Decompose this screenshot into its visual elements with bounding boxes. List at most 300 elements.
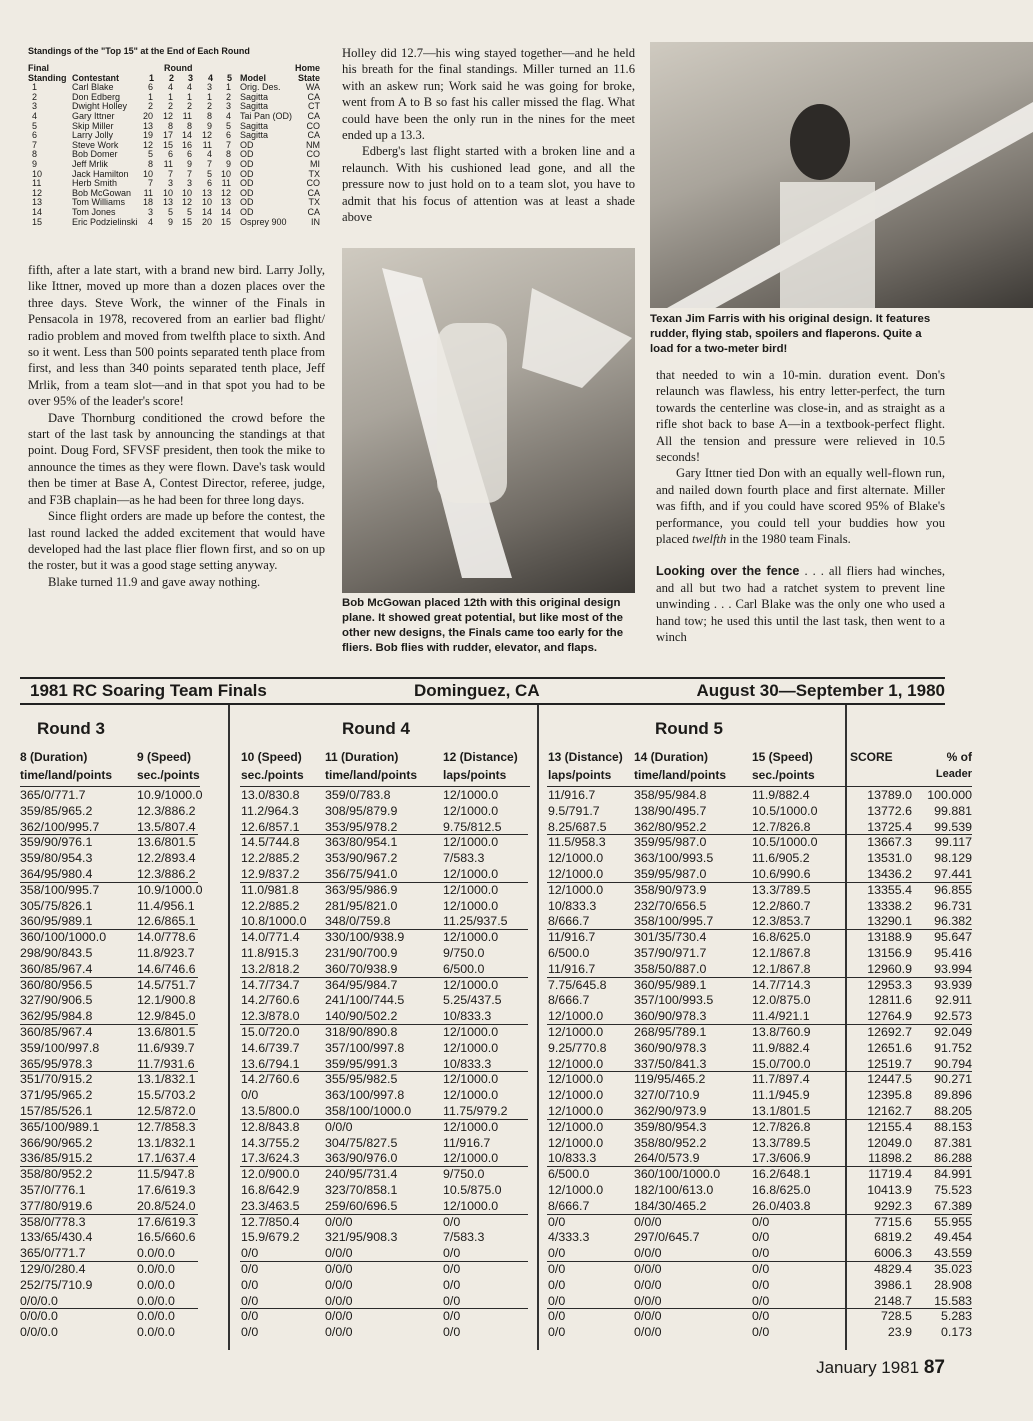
round13-distance: 0/0 <box>548 1309 566 1324</box>
round14-duration: 359/95/987.0 <box>634 867 707 881</box>
final-standing: 14 <box>32 206 43 217</box>
round13-distance: 12/1000.0 <box>548 1119 604 1134</box>
round10-speed: 13.5/800.0 <box>241 1104 300 1118</box>
percent-of-leader: 49.454 <box>934 1230 972 1245</box>
score: 12651.6 <box>867 1040 912 1055</box>
model: Sagitta <box>240 120 269 131</box>
group-divider <box>240 786 530 787</box>
round-4: 14 <box>201 206 212 217</box>
standings-table <box>28 64 320 227</box>
round13-distance: 8/666.7 <box>548 1198 590 1213</box>
contestant-name: Don Edberg <box>72 91 121 102</box>
article-column-left <box>28 262 325 590</box>
round15-speed: 13.8/760.9 <box>752 1025 811 1039</box>
text: Gary Ittner tied Don with an equally well-flown run, and nailed down fourth place and first alternate. Miller was fifth, and if you could have scored 95% of Blake's performance, you could tell your buddies how you placed <box>656 466 945 547</box>
home-state: CA <box>307 130 320 141</box>
round12-distance: 12/1000.0 <box>443 882 499 897</box>
round12-distance: 9.75/812.5 <box>443 819 502 834</box>
round-4: 4 <box>206 149 212 160</box>
round-1: 6 <box>147 82 153 93</box>
round-2: 13 <box>162 197 173 208</box>
article-column-middle <box>342 45 635 225</box>
home-state: NM <box>306 139 320 150</box>
round13-distance: 0/0 <box>548 1293 566 1308</box>
page-footer <box>816 1357 945 1379</box>
round11-duration: 321/95/908.3 <box>325 1230 398 1245</box>
round15-speed: 12.0/875.0 <box>752 993 811 1008</box>
round13-distance: 9.25/770.8 <box>548 1040 607 1055</box>
round13-distance: 10/833.3 <box>548 898 597 913</box>
divider <box>20 703 945 705</box>
round-3-heading: Round 3 <box>37 719 105 738</box>
round9-speed: 12.5/872.0 <box>137 1104 196 1118</box>
round11-duration: 323/70/858.1 <box>325 1183 398 1197</box>
round11-duration: 241/100/744.5 <box>325 993 405 1008</box>
header-round-5: 5 <box>227 72 233 83</box>
header-round-3: 3 <box>188 72 194 83</box>
round9-speed: 12.3/886.2 <box>137 867 196 881</box>
round8-duration: 360/100/1000.0 <box>20 930 107 945</box>
paragraph <box>656 465 945 547</box>
round-3: 12 <box>181 197 192 208</box>
round11-duration: 318/90/890.8 <box>325 1025 398 1039</box>
round14-duration: 337/50/841.3 <box>634 1056 707 1071</box>
round9-speed: 12.2/893.4 <box>137 851 196 866</box>
round8-duration: 365/95/978.3 <box>20 1056 93 1071</box>
round9-speed: 12.9/845.0 <box>137 1009 196 1024</box>
score: 13772.6 <box>867 803 912 818</box>
round15-speed: 11.4/921.1 <box>752 1009 810 1024</box>
round15-speed: 0/0 <box>752 1262 770 1276</box>
score: 6006.3 <box>874 1246 912 1261</box>
round-5: 4 <box>225 110 231 121</box>
round-4: 9 <box>206 120 212 131</box>
round14-duration: 232/70/656.5 <box>634 898 707 913</box>
home-state: MI <box>310 158 320 169</box>
model: Orig. Des. <box>240 82 281 93</box>
round13-distance: 0/0 <box>548 1246 566 1261</box>
round15-speed: 16.8/625.0 <box>752 1183 811 1197</box>
round-4: 10 <box>201 197 212 208</box>
round10-speed: 12.2/885.2 <box>241 898 300 913</box>
percent-of-leader: 90.794 <box>934 1056 972 1071</box>
round13-distance: 12/1000.0 <box>548 1088 604 1103</box>
round9-speed: 12.6/865.1 <box>137 914 196 929</box>
paragraph <box>656 563 945 645</box>
article-column-right <box>656 367 945 646</box>
final-standing: 6 <box>32 130 38 141</box>
round14-duration: 0/0/0 <box>634 1293 662 1308</box>
final-standing: 11 <box>32 178 42 189</box>
paragraph: Holley did 12.7—his wing stayed together—and he held his breath for the final standings. Miller turned an 11.6 with an askew run; Work said he was going for broke, went from A to B so fast his caller missed the flag. What could have been the only run in the nines for the meet ended up a 13.3. <box>342 46 635 143</box>
round15-speed: 0/0 <box>752 1293 770 1308</box>
results-row <box>0 1104 1033 1120</box>
percent-of-leader: 84.991 <box>934 1167 972 1182</box>
score: 13290.1 <box>867 914 912 929</box>
results-row <box>0 1246 1033 1262</box>
round14-duration: 362/90/973.9 <box>634 1104 707 1118</box>
round15-speed: 11.9/882.4 <box>752 1040 810 1055</box>
round-5: 5 <box>225 120 231 131</box>
round8-duration: 359/90/976.1 <box>20 835 93 850</box>
results-row <box>0 820 1033 836</box>
round8-duration: 364/95/980.4 <box>20 867 93 881</box>
round10-speed: 12.2/885.2 <box>241 851 300 866</box>
percent-of-leader: 67.389 <box>934 1198 972 1213</box>
round12-distance: 12/1000.0 <box>443 1151 499 1166</box>
round9-speed: 12.3/886.2 <box>137 803 196 818</box>
results-row <box>0 1151 1033 1167</box>
score: 12953.3 <box>867 977 912 992</box>
results-row <box>0 788 1033 804</box>
score: 12692.7 <box>867 1025 912 1039</box>
round-3: 10 <box>181 187 192 198</box>
model: Sagitta <box>240 130 269 141</box>
score: 13725.4 <box>867 819 912 834</box>
home-state: IN <box>311 216 320 227</box>
round14-duration: 358/95/984.8 <box>634 788 707 802</box>
results-location: Dominguez, CA <box>414 681 540 700</box>
header-state: State <box>297 72 320 83</box>
column-header-round9-speed: sec./points <box>137 768 200 782</box>
round10-speed: 12.7/850.4 <box>241 1214 300 1229</box>
model: Osprey 900 <box>240 216 287 227</box>
round14-duration: 184/30/465.2 <box>634 1198 707 1213</box>
round12-distance: 12/1000.0 <box>443 898 499 913</box>
photo-jim-farris-glider <box>650 42 1033 308</box>
round10-speed: 14.0/771.4 <box>241 930 300 945</box>
final-standing: 7 <box>32 139 38 150</box>
percent-of-leader: 92.049 <box>934 1025 972 1039</box>
round13-distance: 12/1000.0 <box>548 1104 604 1118</box>
round12-distance: 12/1000.0 <box>443 977 499 992</box>
round11-duration: 358/100/1000.0 <box>325 1104 412 1118</box>
contestant-name: Skip Miller <box>72 120 114 131</box>
round11-duration: 0/0/0 <box>325 1309 353 1324</box>
round12-distance: 0/0 <box>443 1262 461 1276</box>
round-3: 2 <box>186 101 192 112</box>
score: 23.9 <box>887 1325 912 1340</box>
column-header-percent-of-leader: Leader <box>935 768 972 780</box>
round14-duration: 360/90/978.3 <box>634 1009 707 1024</box>
column-header-round14-duration: time/land/points <box>634 768 727 782</box>
round14-duration: 0/0/0 <box>634 1262 662 1276</box>
results-row <box>0 1278 1033 1294</box>
round13-distance: 8.25/687.5 <box>548 819 607 834</box>
round9-speed: 11.7/931.6 <box>137 1056 195 1071</box>
round-2: 7 <box>167 168 173 179</box>
results-row <box>0 1199 1033 1215</box>
round-1: 19 <box>142 130 153 141</box>
round-3: 3 <box>186 178 192 189</box>
round15-speed: 13.1/801.5 <box>752 1104 811 1118</box>
round14-duration: 301/35/730.4 <box>634 930 707 945</box>
round-1: 4 <box>147 216 153 227</box>
round9-speed: 0.0/0.0 <box>137 1262 175 1276</box>
round15-speed: 11.1/945.9 <box>752 1088 810 1103</box>
contestant-name: Jeff Mrlik <box>72 158 108 169</box>
score: 9292.3 <box>874 1198 912 1213</box>
round13-distance: 12/1000.0 <box>548 1072 604 1087</box>
results-row <box>0 867 1033 883</box>
round8-duration: 358/100/995.7 <box>20 882 100 897</box>
percent-of-leader: 99.881 <box>934 803 972 818</box>
round14-duration: 327/0/710.9 <box>634 1088 700 1103</box>
results-row <box>0 1057 1033 1073</box>
round10-speed: 0/0 <box>241 1293 259 1308</box>
round-3: 1 <box>186 91 192 102</box>
round13-distance: 0/0 <box>548 1262 566 1276</box>
round-1: 12 <box>142 139 153 150</box>
round9-speed: 17.6/619.3 <box>137 1183 196 1197</box>
round8-duration: 359/100/997.8 <box>20 1040 100 1055</box>
round8-duration: 366/90/965.2 <box>20 1135 93 1150</box>
results-title: 1981 RC Soaring Team Finals <box>30 681 267 700</box>
round-5: 1 <box>225 82 231 93</box>
round-3: 16 <box>181 139 192 150</box>
round15-speed: 12.1/867.8 <box>752 946 811 960</box>
round10-speed: 0/0 <box>241 1277 259 1292</box>
round8-duration: 371/95/965.2 <box>20 1088 93 1103</box>
round10-speed: 0/0 <box>241 1309 259 1324</box>
round12-distance: 12/1000.0 <box>443 835 499 850</box>
text: . . . all fliers had winches, and all but two had a ratchet system to prevent line unwinding . . . Carl Blake was the only one who used a hand tow; he used this until the last task, then went to a winch <box>656 564 945 645</box>
score: 4829.4 <box>874 1262 912 1276</box>
round14-duration: 0/0/0 <box>634 1309 662 1324</box>
round15-speed: 12.3/853.7 <box>752 914 811 929</box>
round15-speed: 11.6/905.2 <box>752 851 810 866</box>
round11-duration: 359/0/783.8 <box>325 788 391 802</box>
round13-distance: 11/916.7 <box>548 930 596 945</box>
paragraph: Dave Thornburg conditioned the crowd before the start of the last task by announcing the standings at that point. Doug Ford, SFVSF president, then took the mike to announce the times as they were flown. Dave's task would then be timer at Base A, Contest Director, referee, judge, and F3B chaplain—as he had been for three long days. <box>28 410 325 507</box>
percent-of-leader: 86.288 <box>934 1151 972 1166</box>
round14-duration: 0/0/0 <box>634 1246 662 1261</box>
round11-duration: 360/70/938.9 <box>325 961 398 976</box>
round9-speed: 13.1/832.1 <box>137 1072 196 1087</box>
round14-duration: 182/100/613.0 <box>634 1183 714 1197</box>
percent-of-leader: 28.908 <box>934 1277 972 1292</box>
round10-speed: 15.9/679.2 <box>241 1230 300 1245</box>
round8-duration: 351/70/915.2 <box>20 1072 93 1087</box>
score: 13531.0 <box>867 851 912 866</box>
glider-silhouette-icon <box>650 42 1033 308</box>
round11-duration: 364/95/984.7 <box>325 977 398 992</box>
round-2: 6 <box>167 149 173 160</box>
round8-duration: 365/0/771.7 <box>20 788 86 802</box>
round15-speed: 11.7/897.4 <box>752 1072 810 1087</box>
round9-speed: 14.0/778.6 <box>137 930 196 945</box>
round-2: 3 <box>167 178 173 189</box>
score: 13156.9 <box>867 946 912 960</box>
round11-duration: 304/75/827.5 <box>325 1135 398 1150</box>
model: OD <box>240 149 254 160</box>
round10-speed: 14.2/760.6 <box>241 993 300 1008</box>
model: OD <box>240 139 254 150</box>
score: 12811.6 <box>868 993 912 1008</box>
header-standing: Standing <box>28 72 67 83</box>
round-4: 11 <box>202 139 212 150</box>
header-home: Home <box>294 63 320 73</box>
standings-row <box>28 218 320 228</box>
round15-speed: 16.2/648.1 <box>752 1167 811 1182</box>
round-1: 2 <box>147 101 153 112</box>
round11-duration: 0/0/0 <box>325 1246 353 1261</box>
round10-speed: 12.3/878.0 <box>241 1009 300 1024</box>
round8-duration: 252/75/710.9 <box>20 1277 93 1292</box>
round-2: 9 <box>167 216 173 227</box>
round-5: 13 <box>220 197 231 208</box>
round10-speed: 13.0/830.8 <box>241 788 300 802</box>
round-1: 5 <box>147 149 153 160</box>
round12-distance: 12/1000.0 <box>443 1072 499 1087</box>
column-header-round11-duration: 11 (Duration) <box>325 750 399 764</box>
round9-speed: 10.9/1000.0 <box>137 882 203 897</box>
round-4: 5 <box>206 168 212 179</box>
score: 13188.9 <box>867 930 912 945</box>
results-row <box>0 962 1033 978</box>
results-row <box>0 930 1033 946</box>
round13-distance: 12/1000.0 <box>548 1025 604 1039</box>
results-row <box>0 1309 1033 1325</box>
round14-duration: 0/0/0 <box>634 1277 662 1292</box>
round-2: 1 <box>167 91 173 102</box>
round14-duration: 357/90/971.7 <box>634 946 707 960</box>
text: in the 1980 team Finals. <box>726 532 851 547</box>
score: 13667.3 <box>867 835 912 850</box>
round-1: 18 <box>142 197 153 208</box>
percent-of-leader: 92.911 <box>935 993 972 1008</box>
round14-duration: 138/90/495.7 <box>634 803 707 818</box>
round12-distance: 0/0 <box>443 1325 461 1340</box>
round10-speed: 14.6/739.7 <box>241 1040 300 1055</box>
round-5: 12 <box>220 187 231 198</box>
round9-speed: 11.5/947.8 <box>137 1167 195 1182</box>
contestant-name: Bob Domer <box>72 149 118 160</box>
round12-distance: 6/500.0 <box>443 961 485 976</box>
results-row <box>0 1088 1033 1104</box>
column-header-round11-duration: time/land/points <box>325 768 418 782</box>
round15-speed: 0/0 <box>752 1230 770 1245</box>
round14-duration: 359/95/987.0 <box>634 835 707 850</box>
round10-speed: 11.2/964.3 <box>241 803 299 818</box>
results-row <box>0 1136 1033 1152</box>
round14-duration: 358/100/995.7 <box>634 914 714 929</box>
round15-speed: 11.9/882.4 <box>752 788 810 802</box>
round14-duration: 362/80/952.2 <box>634 819 707 834</box>
round13-distance: 0/0 <box>548 1277 566 1292</box>
results-row <box>0 1041 1033 1057</box>
round13-distance: 7.75/645.8 <box>548 977 607 992</box>
home-state: CO <box>306 149 320 160</box>
round-1: 1 <box>147 91 153 102</box>
final-standing: 2 <box>32 91 38 102</box>
round14-duration: 358/50/887.0 <box>634 961 707 976</box>
round8-duration: 358/0/778.3 <box>20 1214 86 1229</box>
round8-duration: 359/85/965.2 <box>20 803 93 818</box>
final-standing: 10 <box>32 168 43 179</box>
percent-of-leader: 87.381 <box>934 1135 972 1150</box>
round-1: 13 <box>142 120 153 131</box>
model: Sagitta <box>240 101 269 112</box>
score: 12162.7 <box>867 1104 912 1118</box>
round8-duration: 0/0/0.0 <box>20 1293 58 1308</box>
round-2: 10 <box>162 187 173 198</box>
results-row <box>0 1009 1033 1025</box>
round-3: 4 <box>186 82 192 93</box>
score: 7715.6 <box>874 1214 912 1229</box>
round13-distance: 11/916.7 <box>548 961 596 976</box>
round-4: 8 <box>206 110 212 121</box>
round8-duration: 157/85/526.1 <box>20 1104 93 1118</box>
round14-duration: 268/95/789.1 <box>634 1025 707 1039</box>
round9-speed: 14.5/751.7 <box>137 977 196 992</box>
results-row <box>0 978 1033 994</box>
round-4: 7 <box>206 158 212 169</box>
round15-speed: 10.5/1000.0 <box>752 803 818 818</box>
round12-distance: 12/1000.0 <box>443 1088 499 1103</box>
percent-of-leader: 100.000 <box>927 788 972 802</box>
round-4: 2 <box>206 101 212 112</box>
round12-distance: 5.25/437.5 <box>443 993 502 1008</box>
round10-speed: 13.2/818.2 <box>241 961 300 976</box>
round12-distance: 10/833.3 <box>443 1009 492 1024</box>
column-header-round13-distance: 13 (Distance) <box>548 750 623 764</box>
round10-speed: 14.3/755.2 <box>241 1135 300 1150</box>
round11-duration: 0/0/0 <box>325 1119 353 1134</box>
round14-duration: 360/100/1000.0 <box>634 1167 721 1182</box>
percent-of-leader: 55.955 <box>934 1214 972 1229</box>
percent-of-leader: 99.539 <box>934 819 972 834</box>
results-row <box>0 899 1033 915</box>
round15-speed: 12.1/867.8 <box>752 961 811 976</box>
score: 728.5 <box>880 1309 912 1324</box>
round15-speed: 17.3/606.9 <box>752 1151 811 1166</box>
round8-duration: 0/0/0.0 <box>20 1309 58 1324</box>
round11-duration: 140/90/502.2 <box>325 1009 398 1024</box>
round13-distance: 8/666.7 <box>548 914 590 929</box>
round-1: 7 <box>147 178 153 189</box>
round15-speed: 12.7/826.8 <box>752 819 811 834</box>
results-row <box>0 835 1033 851</box>
results-row <box>0 804 1033 820</box>
percent-of-leader: 91.752 <box>934 1040 972 1055</box>
results-row <box>0 883 1033 899</box>
round9-speed: 12.1/900.8 <box>137 993 196 1008</box>
round15-speed: 15.0/700.0 <box>752 1056 811 1071</box>
round10-speed: 14.2/760.6 <box>241 1072 300 1087</box>
column-header-round15-speed: sec./points <box>752 768 815 782</box>
final-standing: 5 <box>32 120 38 131</box>
round13-distance: 12/1000.0 <box>548 867 604 881</box>
round-3: 11 <box>182 110 192 121</box>
glider-silhouette-icon <box>342 248 635 593</box>
round13-distance: 8/666.7 <box>548 993 590 1008</box>
round-5: 8 <box>225 149 231 160</box>
round14-duration: 357/100/993.5 <box>634 993 714 1008</box>
round12-distance: 12/1000.0 <box>443 788 499 802</box>
column-header-percent-of-leader: % of <box>946 750 972 764</box>
round12-distance: 10/833.3 <box>443 1056 492 1071</box>
round12-distance: 9/750.0 <box>443 1167 485 1182</box>
final-standing: 4 <box>32 110 38 121</box>
round9-speed: 11.8/923.7 <box>137 946 195 960</box>
percent-of-leader: 15.583 <box>934 1293 972 1308</box>
round-2: 12 <box>162 110 173 121</box>
round11-duration: 356/75/941.0 <box>325 867 398 881</box>
round15-speed: 10.6/990.6 <box>752 867 811 881</box>
header-contestant: Contestant <box>72 72 119 83</box>
round-2: 2 <box>167 101 173 112</box>
